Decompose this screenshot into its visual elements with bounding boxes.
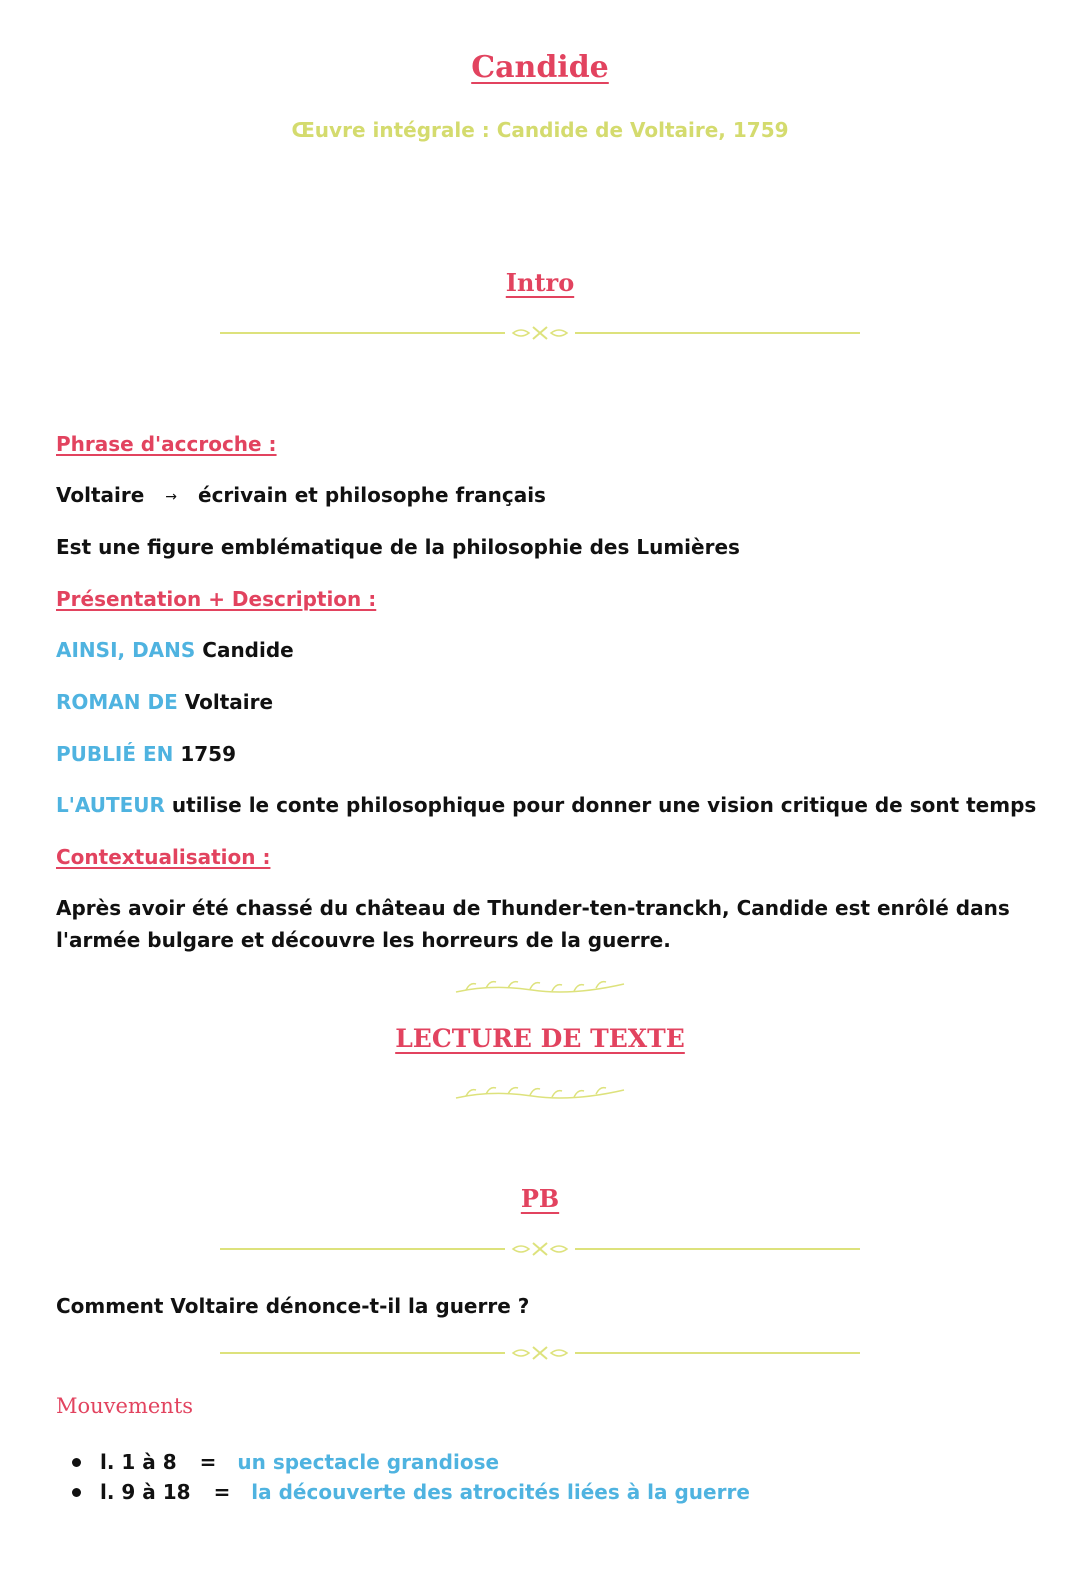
movements-list bbox=[56, 1447, 750, 1507]
intro-heading-block bbox=[0, 268, 1080, 297]
hook-line-1 bbox=[56, 483, 546, 507]
context-label: Contextualisation : bbox=[56, 845, 271, 869]
presentation-value: Voltaire bbox=[184, 690, 274, 714]
divider-ornament bbox=[220, 1347, 860, 1359]
presentation-key: L'AUTEUR bbox=[56, 793, 165, 817]
presentation-label: Présentation + Description : bbox=[56, 587, 377, 611]
hook-line-2: Est une figure emblématique de la philosophie des Lumières bbox=[56, 535, 740, 559]
divider-ornament bbox=[220, 327, 860, 339]
ornament-icon bbox=[505, 1343, 575, 1363]
presentation-line bbox=[56, 690, 273, 714]
context-line-2: l'armée bulgare et découvre les horreurs de la guerre. bbox=[56, 928, 671, 952]
hook-description: écrivain et philosophe français bbox=[198, 483, 546, 507]
presentation-line bbox=[56, 742, 236, 766]
ornament-icon bbox=[505, 323, 575, 343]
movement-lines: l. 9 à 18 bbox=[100, 1480, 191, 1504]
divider-ornament bbox=[220, 1243, 860, 1255]
list-item bbox=[56, 1477, 750, 1507]
context-line-1: Après avoir été chassé du château de Thunder-ten-tranckh, Candide est enrôlé dans bbox=[56, 896, 1010, 920]
equals-sign: = bbox=[213, 1480, 231, 1504]
presentation-key: AINSI, DANS bbox=[56, 638, 196, 662]
movement-description: la découverte des atrocités liées à la guerre bbox=[251, 1480, 750, 1504]
presentation-line bbox=[56, 793, 1036, 817]
movements-heading: Mouvements bbox=[56, 1394, 194, 1418]
movement-description: un spectacle grandiose bbox=[237, 1450, 500, 1474]
ornament-icon bbox=[505, 1239, 575, 1259]
pb-heading: PB bbox=[520, 1184, 560, 1213]
arrow-right-icon: → bbox=[165, 488, 178, 505]
hook-label: Phrase d'accroche : bbox=[56, 432, 277, 456]
hook-author: Voltaire bbox=[56, 483, 145, 507]
movement-lines: l. 1 à 8 bbox=[100, 1450, 177, 1474]
page-title: Candide bbox=[471, 50, 609, 85]
intro-heading: Intro bbox=[505, 268, 575, 297]
vine-ornament-icon bbox=[452, 976, 628, 998]
presentation-key: PUBLIÉ EN bbox=[56, 742, 174, 766]
presentation-key: ROMAN DE bbox=[56, 690, 178, 714]
reading-heading-block bbox=[0, 1024, 1080, 1053]
bullet-icon bbox=[72, 1458, 81, 1467]
presentation-value: utilise le conte philosophique pour donner une vision critique de sont temps bbox=[171, 793, 1037, 817]
reading-heading: LECTURE DE TEXTE bbox=[395, 1024, 685, 1053]
page-title-block bbox=[0, 50, 1080, 85]
list-item bbox=[56, 1447, 750, 1477]
presentation-line bbox=[56, 638, 294, 662]
bullet-icon bbox=[72, 1488, 81, 1497]
pb-question: Comment Voltaire dénonce-t-il la guerre ? bbox=[56, 1294, 530, 1318]
presentation-value: Candide bbox=[202, 638, 294, 662]
page-subtitle: Œuvre intégrale : Candide de Voltaire, 1759 bbox=[291, 118, 789, 142]
presentation-value: 1759 bbox=[180, 742, 236, 766]
pb-heading-block bbox=[0, 1184, 1080, 1213]
equals-sign: = bbox=[199, 1450, 217, 1474]
vine-ornament-icon bbox=[452, 1082, 628, 1104]
